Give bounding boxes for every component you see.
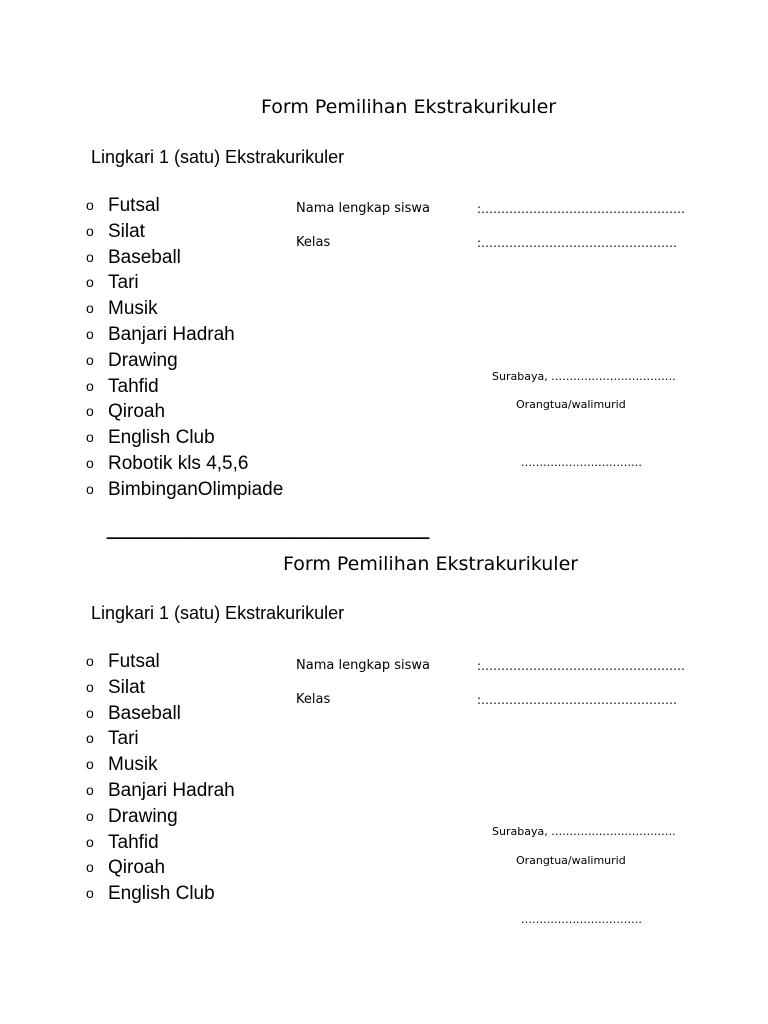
form-instruction: Lingkari 1 (satu) Ekstrakurikuler <box>91 603 345 623</box>
option-bullet: o <box>86 807 94 824</box>
option-label: English Club <box>108 427 215 449</box>
option-item <box>86 219 283 245</box>
class-label: Kelas <box>296 692 331 707</box>
place-date-line: Surabaya, ……………………………. <box>492 370 676 383</box>
signer-role: Orangtua/walimurid <box>516 398 626 411</box>
extracurricular-options <box>86 193 283 503</box>
form-instruction: Lingkari 1 (satu) Ekstrakurikuler <box>91 147 345 167</box>
option-label: Tahfid <box>108 831 159 853</box>
option-bullet: o <box>86 300 94 317</box>
option-bullet: o <box>86 833 94 850</box>
option-bullet: o <box>86 325 94 342</box>
signer-role: Orangtua/walimurid <box>516 854 626 867</box>
option-item <box>86 778 235 804</box>
option-label: Silat <box>108 676 145 698</box>
option-label: Musik <box>108 298 158 320</box>
option-label: Musik <box>108 754 158 776</box>
option-label: Qiroah <box>108 401 166 423</box>
student-name-label: Nama lengkap siswa <box>296 658 430 673</box>
option-item <box>86 804 235 830</box>
class-label: Kelas <box>296 235 331 250</box>
option-bullet: o <box>86 756 94 773</box>
option-item <box>86 726 235 752</box>
option-bullet: o <box>86 377 94 394</box>
option-item <box>86 296 283 322</box>
option-item <box>86 881 235 907</box>
option-item <box>86 649 235 675</box>
option-bullet: o <box>86 653 94 669</box>
option-item <box>86 425 283 451</box>
option-item <box>86 270 283 296</box>
form-title: Form Pemilihan Ekstrakurikuler <box>261 96 557 118</box>
option-item <box>86 399 283 425</box>
option-bullet: o <box>86 454 94 471</box>
option-bullet: o <box>86 403 94 420</box>
option-item <box>86 193 283 219</box>
place-date-line: Surabaya, ……………………………. <box>492 825 676 838</box>
option-label: Tari <box>108 728 139 750</box>
signature-line[interactable]: …………………………… <box>521 913 642 926</box>
extracurricular-options <box>86 649 235 907</box>
option-label: Banjari Hadrah <box>108 323 235 345</box>
option-label: Drawing <box>108 349 178 371</box>
option-bullet: o <box>86 781 94 798</box>
form-title: Form Pemilihan Ekstrakurikuler <box>283 553 579 575</box>
option-bullet: o <box>86 480 94 497</box>
option-label: Baseball <box>108 702 181 724</box>
class-field[interactable]: :…………………………………………. <box>477 693 677 707</box>
option-bullet: o <box>86 222 94 239</box>
option-bullet: o <box>86 678 94 695</box>
option-label: Futsal <box>108 195 160 216</box>
option-item <box>86 830 235 856</box>
option-bullet: o <box>86 351 94 368</box>
option-bullet: o <box>86 197 94 213</box>
option-item <box>86 701 235 727</box>
option-label: Banjari Hadrah <box>108 779 235 801</box>
option-label: Futsal <box>108 651 160 672</box>
option-bullet: o <box>86 885 94 902</box>
option-item <box>86 855 235 881</box>
option-label: Robotik kls 4,5,6 <box>108 452 249 474</box>
option-item <box>86 752 235 778</box>
class-field[interactable]: :…………………………………………. <box>477 236 677 250</box>
option-bullet: o <box>86 704 94 721</box>
option-label: Tari <box>108 272 139 294</box>
option-item <box>86 245 283 271</box>
option-item <box>86 675 235 701</box>
student-name-field[interactable]: :…………………………………………… <box>477 659 686 673</box>
option-label: Silat <box>108 220 145 242</box>
option-label: Baseball <box>108 246 181 268</box>
option-label: Drawing <box>108 805 178 827</box>
option-item <box>86 322 283 348</box>
option-bullet: o <box>86 248 94 265</box>
cut-line-divider: ------------------------------------------------------------------------------------------------ <box>106 529 429 545</box>
option-label: BimbinganOlimpiade <box>108 478 284 500</box>
option-item <box>86 374 283 400</box>
option-bullet: o <box>86 429 94 446</box>
option-bullet: o <box>86 730 94 747</box>
student-name-label: Nama lengkap siswa <box>296 201 430 216</box>
option-item <box>86 477 283 503</box>
option-item <box>86 348 283 374</box>
option-label: English Club <box>108 883 215 905</box>
option-label: Qiroah <box>108 857 166 879</box>
option-label: Tahfid <box>108 375 159 397</box>
option-bullet: o <box>86 274 94 291</box>
student-name-field[interactable]: :…………………………………………… <box>477 202 686 216</box>
signature-line[interactable]: …………………………… <box>521 456 642 469</box>
option-bullet: o <box>86 859 94 876</box>
option-item <box>86 451 283 477</box>
